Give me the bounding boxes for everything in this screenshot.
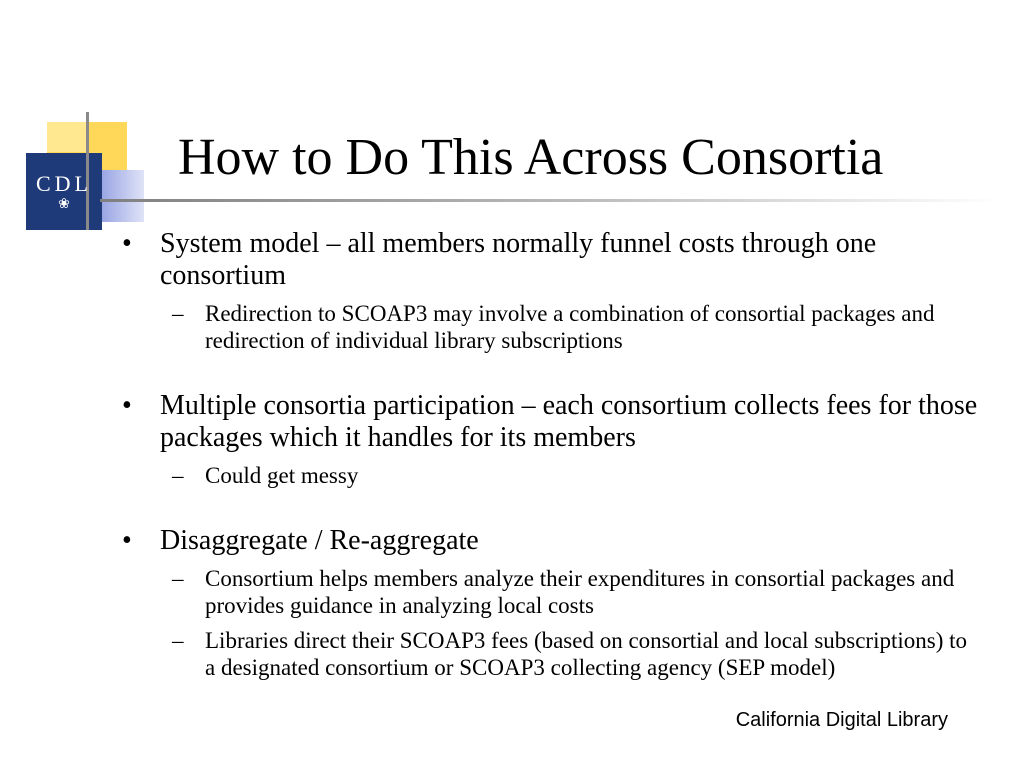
bullet-text: System model – all members normally funnel costs through one consortium (160, 228, 877, 291)
bullet-system-model (122, 228, 982, 292)
title-underline (100, 199, 1000, 202)
bullet-disaggregate (122, 525, 982, 557)
cdl-logo (0, 0, 200, 240)
sub-bullet-marker: – (172, 463, 184, 488)
spacer (122, 354, 982, 390)
sub-bullet-text: Redirection to SCOAP3 may involve a combination of consortial packages and redirection of individual library subscriptions (205, 301, 935, 353)
logo-ornament-icon: ❀ (58, 196, 70, 212)
sub-bullet-marker: – (172, 628, 184, 653)
sub-bullet-redirection (172, 300, 982, 354)
bullet-marker: • (122, 525, 132, 556)
logo-text: CDL (36, 171, 92, 196)
logo-yellow-highlight (47, 122, 87, 152)
sub-bullet-marker: – (172, 301, 184, 326)
sub-bullet-messy (172, 462, 982, 489)
sub-bullet-text: Libraries direct their SCOAP3 fees (based on consortial and local subscriptions) to a designated consortium or SCOAP3 collecting agency (SEP model) (205, 628, 968, 680)
sub-bullet-libraries-direct (172, 627, 982, 681)
slide-title: How to Do This Across Consortia (178, 129, 884, 186)
sub-bullet-consortium-helps (172, 565, 982, 619)
footer-organization: California Digital Library (735, 709, 948, 731)
sub-bullet-text: Could get messy (205, 463, 359, 488)
bullet-multiple-consortia (122, 390, 982, 454)
sub-bullet-marker: – (172, 566, 184, 591)
bullet-marker: • (122, 228, 132, 259)
logo-lavender-square (102, 170, 144, 222)
sub-bullet-text: Consortium helps members analyze their expenditures in consortial packages and provides guidance in analyzing local costs (205, 566, 955, 618)
bullet-text: Disaggregate / Re-aggregate (160, 525, 479, 556)
spacer (122, 489, 982, 525)
slide-content (122, 228, 982, 681)
bullet-text: Multiple consortia participation – each consortium collects fees for those packages which it handles for its members (160, 390, 978, 453)
bullet-marker: • (122, 390, 132, 421)
